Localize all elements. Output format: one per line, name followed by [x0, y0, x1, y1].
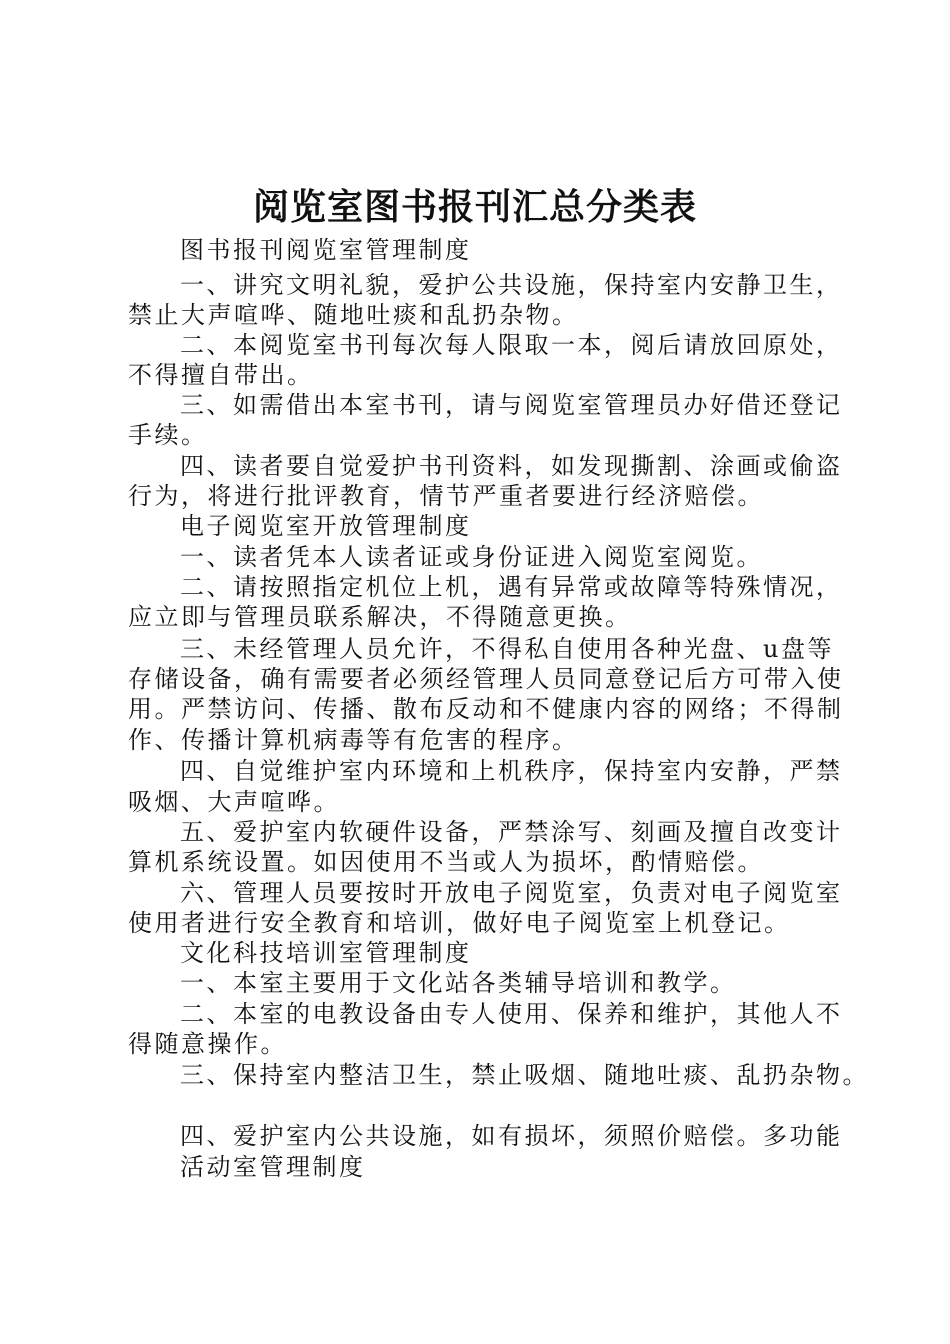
- paragraph-line: 算机系统设置。如因使用不当或人为损坏，酌情赔偿。: [128, 848, 764, 876]
- paragraph-line: 三、未经管理人员允许，不得私自使用各种光盘、u盘等: [180, 635, 834, 663]
- section-heading-multi-function-room: 活动室管理制度: [180, 1153, 366, 1181]
- paragraph-line: 五、爱护室内软硬件设备，严禁涂写、刻画及擅自改变计: [180, 818, 843, 846]
- paragraph-line: 一、读者凭本人读者证或身份证进入阅览室阅览。: [180, 543, 763, 571]
- paragraph-line: 二、请按照指定机位上机，遇有异常或故障等特殊情况，: [180, 573, 843, 601]
- paragraph-line: 行为，将进行批评教育，情节严重者要进行经济赔偿。: [128, 482, 764, 510]
- paragraph-line: 使用者进行安全教育和培训，做好电子阅览室上机登记。: [128, 909, 791, 937]
- paragraph-line: 得随意操作。: [128, 1030, 287, 1058]
- paragraph-line: 不得擅自带出。: [128, 361, 314, 389]
- paragraph-line: 四、自觉维护室内环境和上机秩序，保持室内安静，严禁: [180, 757, 843, 785]
- paragraph-line: 四、爱护室内公共设施，如有损坏，须照价赔偿。多功能: [180, 1122, 843, 1150]
- paragraph-line: 三、如需借出本室书刊，请与阅览室管理员办好借还登记: [180, 391, 843, 419]
- paragraph-line: 二、本室的电教设备由专人使用、保养和维护，其他人不: [180, 1000, 843, 1028]
- paragraph-line: 六、管理人员要按时开放电子阅览室，负责对电子阅览室: [180, 879, 843, 907]
- paragraph-line: 一、讲究文明礼貌，爱护公共设施，保持室内安静卫生，: [180, 271, 843, 299]
- paragraph-line: 二、本阅览室书刊每次每人限取一本，阅后请放回原处，: [180, 331, 843, 359]
- paragraph-line: 存储设备，确有需要者必须经管理人员同意登记后方可带入使: [128, 665, 844, 693]
- paragraph-line: 用。严禁访问、传播、散布反动和不健康内容的网络；不得制: [128, 695, 844, 723]
- section-heading-library-reading-room: 图书报刊阅览室管理制度: [180, 236, 472, 264]
- paragraph-line: 三、保持室内整洁卫生，禁止吸烟、随地吐痰、乱扔杂物。: [180, 1061, 869, 1089]
- paragraph-line: 手续。: [128, 421, 208, 449]
- paragraph-line: 一、本室主要用于文化站各类辅导培训和教学。: [180, 969, 737, 997]
- document-title: 阅览室图书报刊汇总分类表: [252, 186, 697, 228]
- paragraph-line: 作、传播计算机病毒等有危害的程序。: [128, 726, 579, 754]
- paragraph-line: 禁止大声喧哗、随地吐痰和乱扔杂物。: [128, 301, 579, 329]
- paragraph-line: 吸烟、大声喧哗。: [128, 788, 340, 816]
- section-heading-e-reading-room: 电子阅览室开放管理制度: [180, 512, 472, 540]
- section-heading-training-room: 文化科技培训室管理制度: [180, 939, 472, 967]
- paragraph-line: 应立即与管理员联系解决，不得随意更换。: [128, 603, 632, 631]
- paragraph-line: 四、读者要自觉爱护书刊资料，如发现撕割、涂画或偷盗: [180, 452, 843, 480]
